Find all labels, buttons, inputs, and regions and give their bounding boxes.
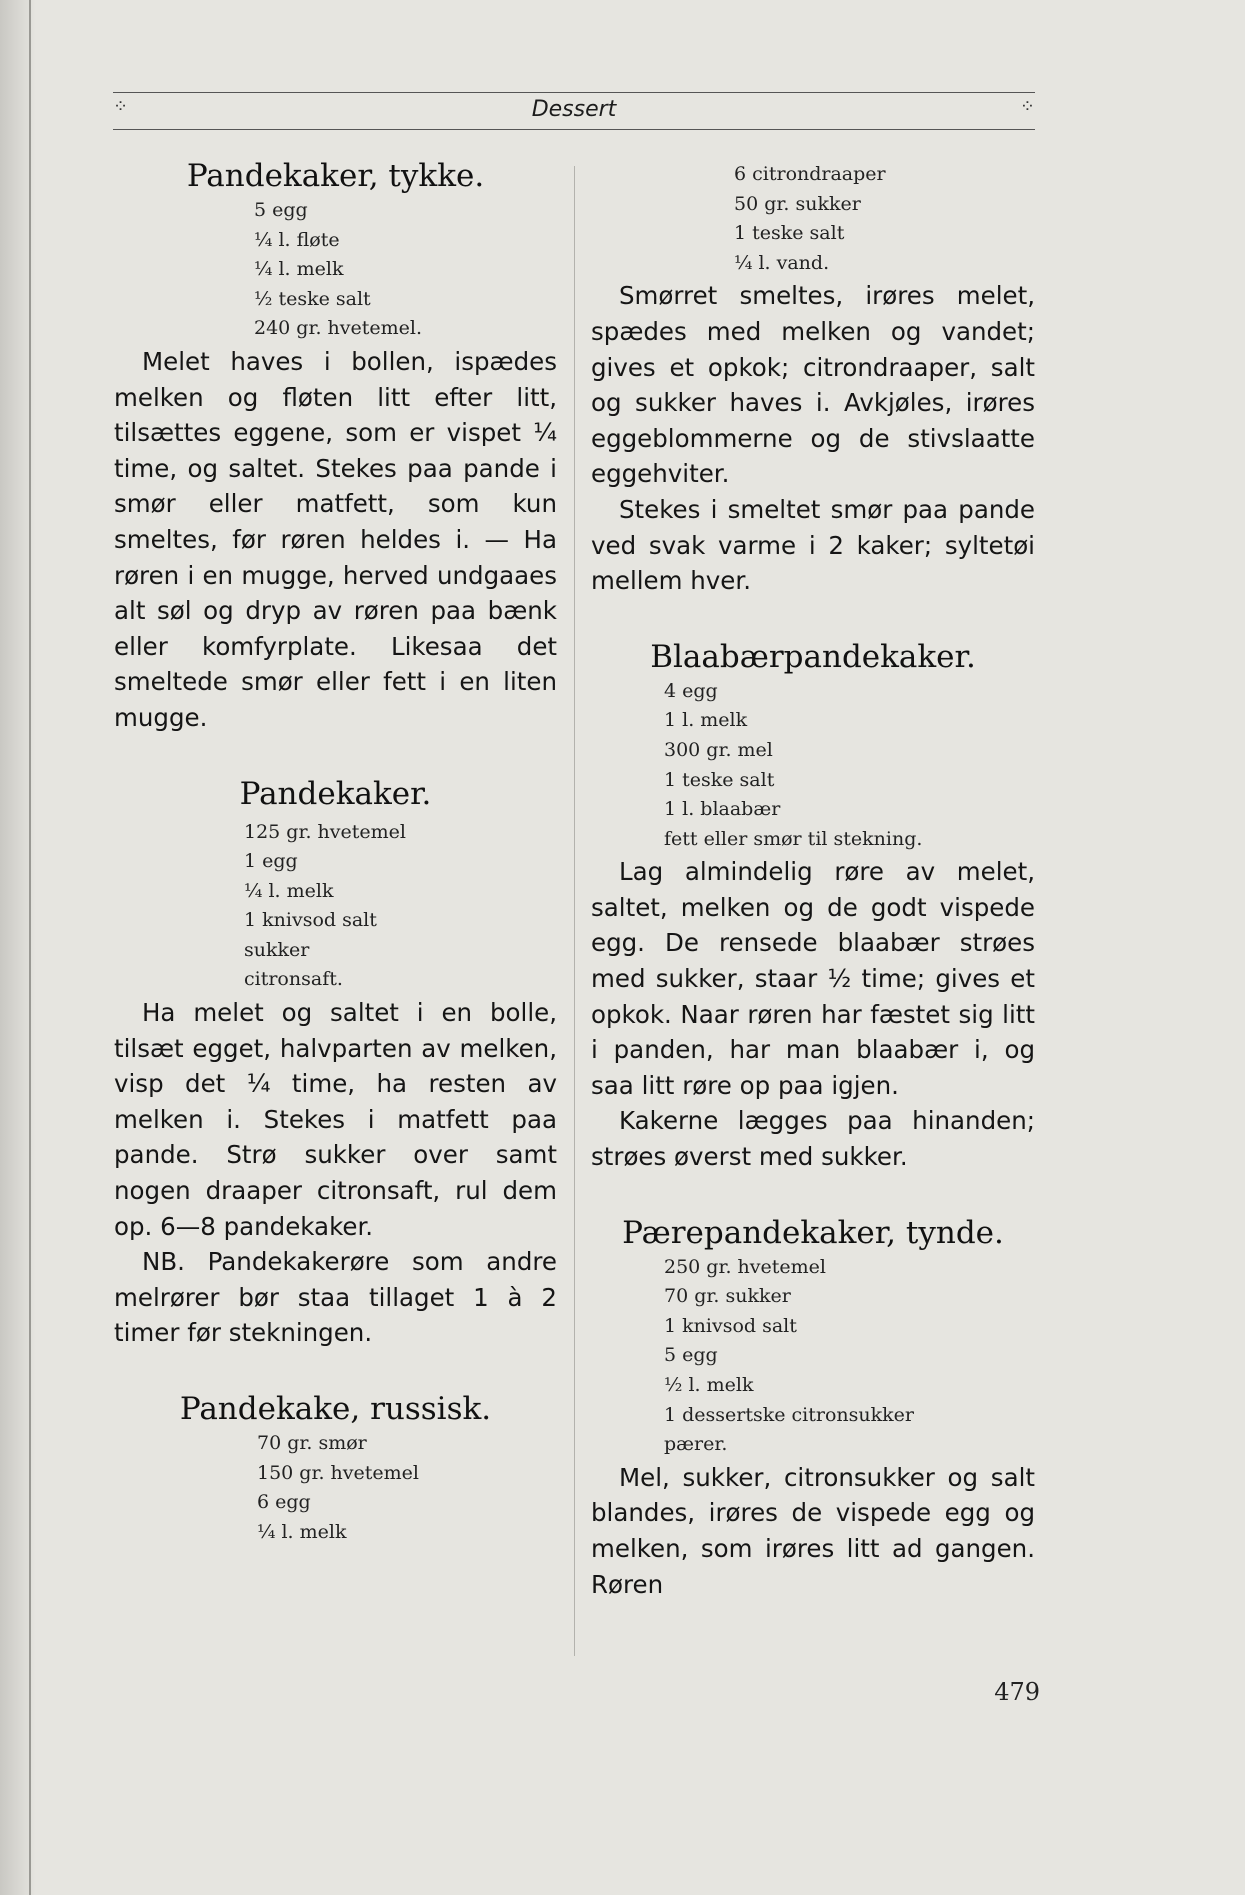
ingredient: ½ teske salt (254, 287, 371, 310)
ingredient: 5 egg (664, 1344, 718, 1367)
ingredient: 125 gr. hvetemel (244, 820, 406, 843)
recipe-title: Pærepandekaker, tynde. (622, 1214, 1004, 1251)
ingredient: 1 dessertske citronsukker (664, 1403, 914, 1426)
page-binding-edge (29, 0, 31, 1895)
ingredient: 5 egg (254, 199, 308, 221)
ingredient: 1 knivsod salt (664, 1314, 797, 1337)
recipe-title: Pandekaker, tykke. (186, 158, 485, 194)
ingredient: ¼ l. melk (257, 1520, 347, 1543)
running-header (113, 92, 1035, 130)
ingredient: pærer. (664, 1433, 728, 1456)
recipe-instructions: Stekes i smeltet smør paa pande ved svak varme i 2 kaker; syltetøi mellem hver. (591, 494, 1035, 596)
recipe-paerepandekaker-tynde (591, 1213, 1035, 1603)
ingredient: 250 gr. hvetemel (664, 1255, 826, 1278)
recipe-pandekaker (114, 774, 557, 1352)
ingredient: 300 gr. mel (664, 738, 773, 761)
left-column (114, 156, 557, 1547)
recipe-title: Pandekaker. (239, 775, 432, 812)
recipe-blaabaerpandekaker (591, 637, 1035, 1175)
recipe-title: Blaabærpandekaker. (650, 638, 976, 675)
ingredient: 1 l. melk (664, 709, 748, 732)
ingredient: ¼ l. vand. (734, 251, 830, 274)
ingredient: 1 l. blaabær (664, 798, 781, 821)
ingredient: 150 gr. hvetemel (257, 1461, 419, 1484)
page-number: 479 (994, 1678, 1040, 1706)
ingredient-list (734, 160, 1035, 278)
header-ornament-right: ⁘ (1019, 96, 1035, 117)
recipe-instructions: Melet haves i bollen, ispædes melken og fløten litt efter litt, tilsættes eggene, som er vispet ¼ time, og saltet. Stekes paa pande i smør eller matfett, som kun smeltes, før røren heldes i. — Ha røren i en mugge, herved undgaaes alt søl og dryp av røren paa bænk eller komfyrplate. Likesaa det smeltede smør eller fett i en liten mugge. (114, 346, 557, 732)
recipe-instructions: Smørret smeltes, irøres melet, spædes med melken og vandet; gives et opkok; citrondraaper, salt og sukker haves i. Avkjøles, irøres eggeblommerne og de stivslaatte eggehviter. (591, 281, 1035, 489)
ingredient: 1 teske salt (734, 222, 845, 245)
ingredient: ¼ l. melk (244, 879, 334, 902)
ingredient-list (257, 1429, 557, 1547)
recipe-note: NB. Pandekakerøre som andre melrører bør staa tillaget 1 à 2 timer før stekningen. (114, 1247, 557, 1348)
ingredient: 1 knivsod salt (244, 909, 377, 932)
recipe-instructions: Kakerne lægges paa hinanden; strøes øverst med sukker. (591, 1106, 1035, 1172)
ingredient: ½ l. melk (664, 1374, 754, 1396)
recipe-instructions: Lag almindelig røre av melet, saltet, melken og de godt vispede egg. De rensede blaabær strøes med sukker, staar ½ time; gives et opkok. Naar røren har fæstet sig litt i panden, har man blaabær i, og saa litt røre op paa igjen. (591, 857, 1035, 1100)
ingredient: 1 egg (244, 850, 298, 873)
recipe-instructions: Mel, sukker, citronsukker og salt blandes, irøres de vispede egg og melken, som irøres litt ad gangen. Røren (591, 1462, 1035, 1599)
ingredient: citronsaft. (244, 968, 343, 991)
ingredient-list (664, 1253, 1035, 1460)
ingredient-list (244, 818, 557, 996)
ingredient: ¼ l. fløte (254, 228, 340, 251)
ingredient: 6 egg (257, 1491, 311, 1514)
right-column (591, 160, 1035, 1602)
ingredient-list (664, 677, 1035, 855)
ingredient: ¼ l. melk (254, 258, 344, 281)
recipe-pandekake-russisk-continued (591, 160, 1035, 599)
ingredient: 70 gr. smør (257, 1432, 367, 1454)
ingredient-list (254, 196, 557, 344)
ingredient: 1 teske salt (664, 768, 775, 791)
ingredient: 70 gr. sukker (664, 1285, 791, 1308)
ingredient: 6 citrondraaper (734, 163, 886, 185)
recipe-instructions: Ha melet og saltet i en bolle, tilsæt egget, halvparten av melken, visp det ¼ time, ha resten av melken i. Stekes i matfett paa pande. Strø sukker over samt nogen draaper citronsaft, rul dem op. 6—8 pandekaker. (114, 998, 557, 1241)
header-title: Dessert (531, 97, 617, 122)
ingredient: fett eller smør til stekning. (664, 827, 923, 850)
recipe-pandekaker-tykke (114, 156, 557, 736)
recipe-title: Pandekake, russisk. (179, 1391, 492, 1427)
header-ornament-left: ⁘ (113, 96, 129, 117)
ingredient: 4 egg (664, 679, 718, 702)
ingredient: sukker (244, 938, 310, 961)
ingredient: 240 gr. hvetemel. (254, 317, 423, 340)
column-divider (574, 166, 575, 1656)
ingredient: 50 gr. sukker (734, 192, 861, 215)
recipe-pandekake-russisk (114, 1389, 557, 1547)
